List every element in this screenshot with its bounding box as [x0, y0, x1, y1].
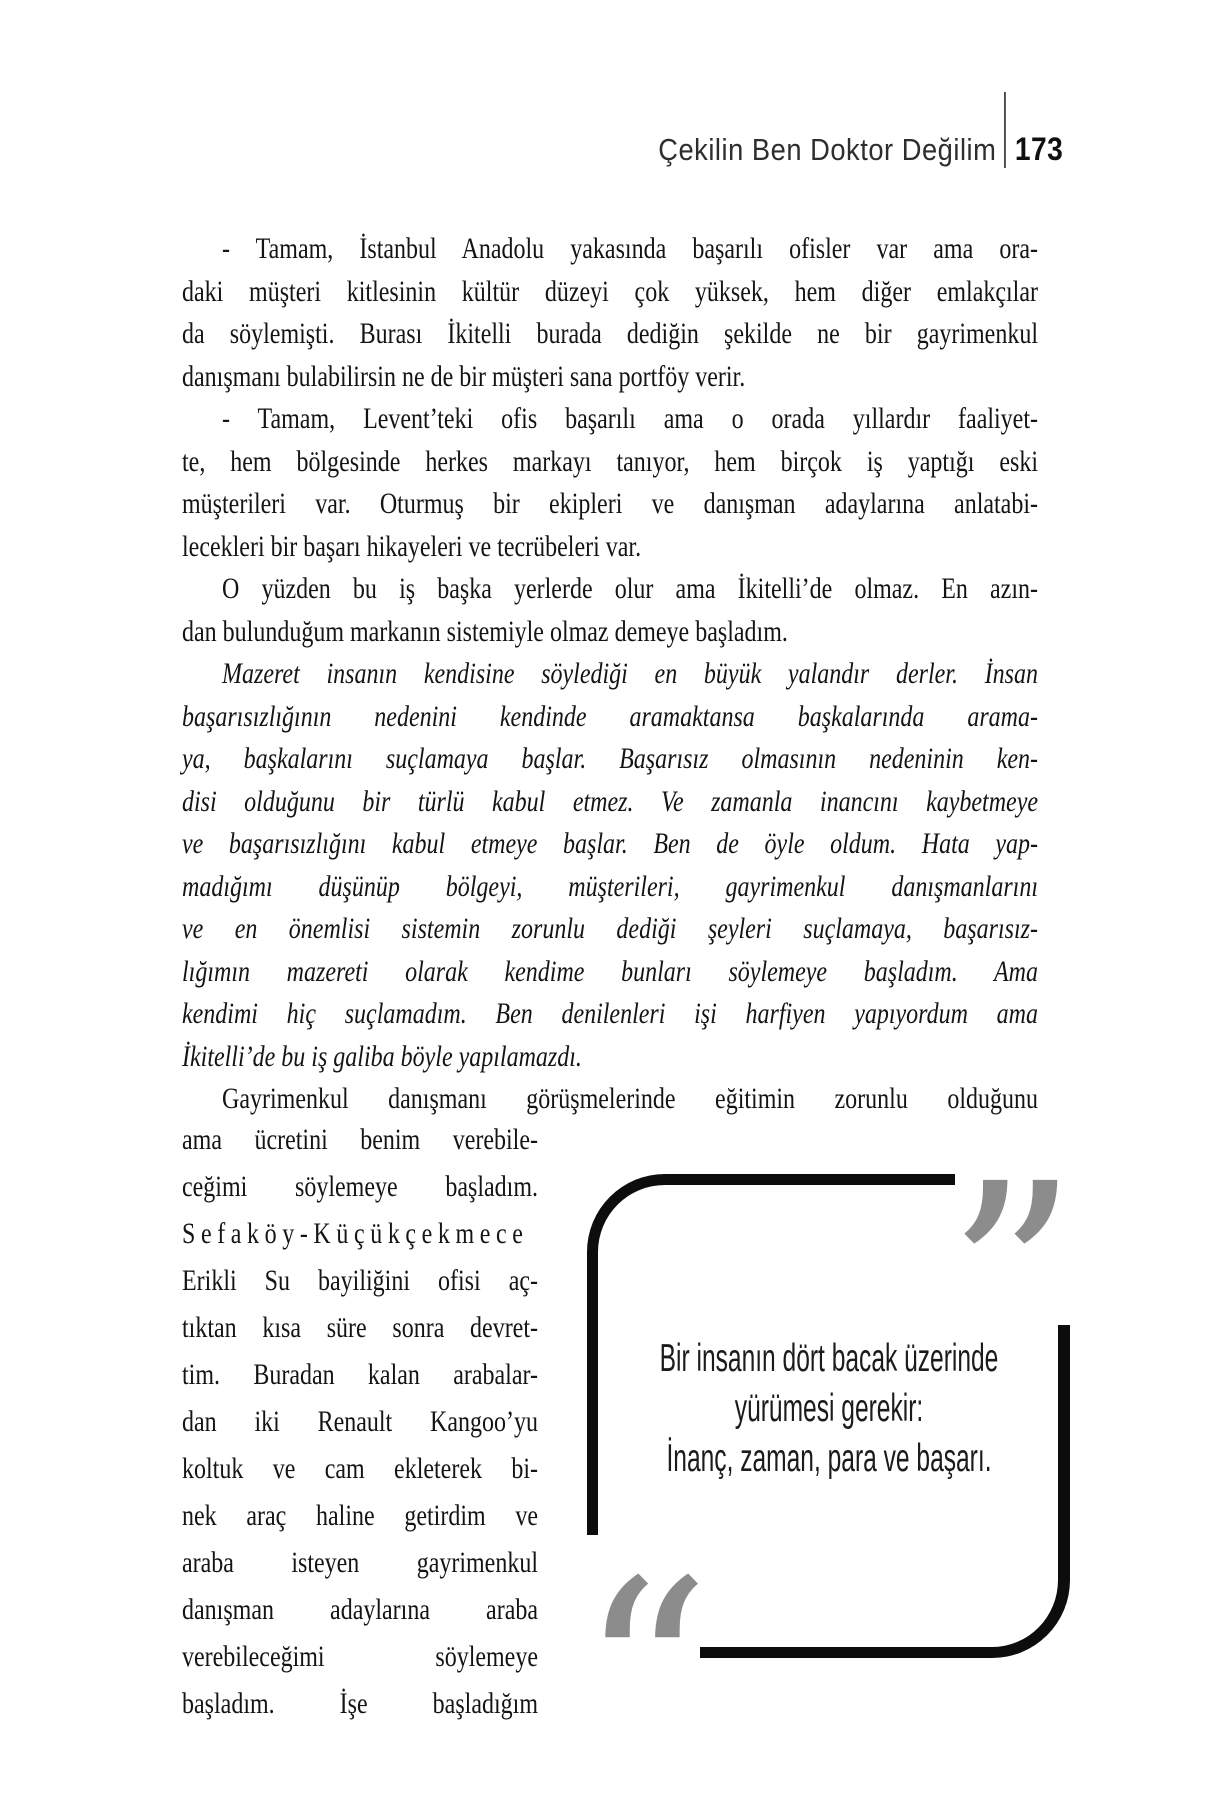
text-line: danışman adaylarına araba: [182, 1593, 538, 1626]
text-line: araba isteyen gayrimenkul: [182, 1546, 538, 1579]
text-line: - Tamam, Levent’teki ofis başarılı ama o orada yıllardır faaliyet-: [222, 402, 1038, 435]
text-line: lığımın mazereti olarak kendime bunları söylemeye başladım. Ama: [182, 954, 1038, 988]
text-line: ve en önemlisi sistemin zorunlu dediği şeyleri suçlamaya, başarısız-: [182, 912, 1038, 945]
text-line: Gayrimenkul danışmanı görüşmelerinde eğitimin zorunlu olduğunu: [222, 1082, 1038, 1115]
text-line: başarısızlığının nedenini kendinde aramaktansa başkalarında arama-: [182, 699, 1038, 733]
page-number: 173: [1014, 131, 1063, 167]
text-line: ceğimi söylemeye başladım.: [182, 1170, 538, 1203]
text-line: Erikli Su bayiliğini ofisi aç-: [182, 1264, 538, 1297]
page-header: [658, 84, 1063, 168]
close-quote-icon: ”: [946, 1129, 1078, 1429]
text-line: Bir insanın dört bacak üzerinde: [659, 1337, 998, 1380]
left-text-column: [182, 1116, 538, 1727]
text-line: başladım. İşe başladığım: [182, 1687, 538, 1720]
text-line: kendimi hiç suçlamadım. Ben denilenleri işi harfiyen yapıyordum ama: [182, 997, 1038, 1030]
text-line: - Tamam, İstanbul Anadolu yakasında başarılı ofisler var ama ora-: [222, 232, 1038, 265]
running-title: Çekilin Ben Doktor Değilim: [658, 132, 997, 167]
text-line: dan bulunduğum markanın sistemiyle olmaz demeye başladım.: [182, 614, 788, 648]
paragraph: [182, 1078, 1038, 1121]
text-line: tim. Buradan kalan arabalar-: [182, 1358, 538, 1391]
text-line: müşterileri var. Oturmuş bir ekipleri ve danışman adaylarına anlatabi-: [182, 487, 1038, 520]
text-line: da söylemişti. Burası İkitelli burada dediğin şekilde ne bir gayrimenkul: [182, 317, 1038, 350]
text-line: te, hem bölgesinde herkes markayı tanıyor, hem birçok iş yaptığı eski: [182, 444, 1038, 478]
text-line: verebileceğimi söylemeye: [182, 1640, 538, 1673]
text-line: ya, başkalarını suçlamaya başlar. Başarısız olmasının nedeninin ken-: [182, 742, 1038, 775]
text-line: O yüzden bu iş başka yerlerde olur ama İkitelli’de olmaz. En azın-: [222, 572, 1038, 605]
paragraph: [182, 653, 1038, 1078]
text-line: Sefaköy-Küçükçekmece: [182, 1217, 529, 1250]
text-line: Mazeret insanın kendisine söylediği en büyük yalandır derler. İnsan: [222, 657, 1038, 690]
text-line: ve başarısızlığını kabul etmeye başlar. Ben de öyle oldum. Hata yap-: [182, 827, 1038, 860]
paragraph: [182, 398, 1038, 568]
pull-quote-box: [579, 1129, 1078, 1812]
text-line: İkitelli’de bu iş galiba böyle yapılamazdı.: [182, 1039, 582, 1073]
text-line: disi olduğunu bir türlü kabul etmez. Ve zamanla inancını kaybetmeye: [182, 784, 1038, 818]
text-line: ama ücretini benim verebile-: [182, 1123, 538, 1156]
open-quote-icon: “: [579, 1526, 711, 1812]
text-line: daki müşteri kitlesinin kültür düzeyi çok yüksek, hem diğer emlakçılar: [182, 274, 1038, 308]
text-line: danışmanı bulabilirsin ne de bir müşteri sana portföy verir.: [182, 359, 746, 393]
paragraph: [182, 228, 1038, 398]
text-line: İnanç, zaman, para ve başarı.: [665, 1437, 992, 1480]
body-text: [182, 228, 1038, 1121]
text-line: koltuk ve cam ekleterek bi-: [182, 1452, 538, 1485]
text-line: madığımı düşünüp bölgeyi, müşterileri, gayrimenkul danışmanlarını: [182, 869, 1038, 903]
pull-quote-text: [589, 1334, 1068, 1484]
text-line: dan iki Renault Kangoo’yu: [182, 1405, 538, 1438]
text-line: tıktan kısa süre sonra devret-: [182, 1311, 538, 1344]
text-line: lecekleri bir başarı hikayeleri ve tecrübeleri var.: [182, 529, 642, 563]
paragraph: [182, 568, 1038, 653]
text-line: nek araç haline getirdim ve: [182, 1499, 538, 1532]
text-line: yürümesi gerekir:: [734, 1387, 923, 1430]
